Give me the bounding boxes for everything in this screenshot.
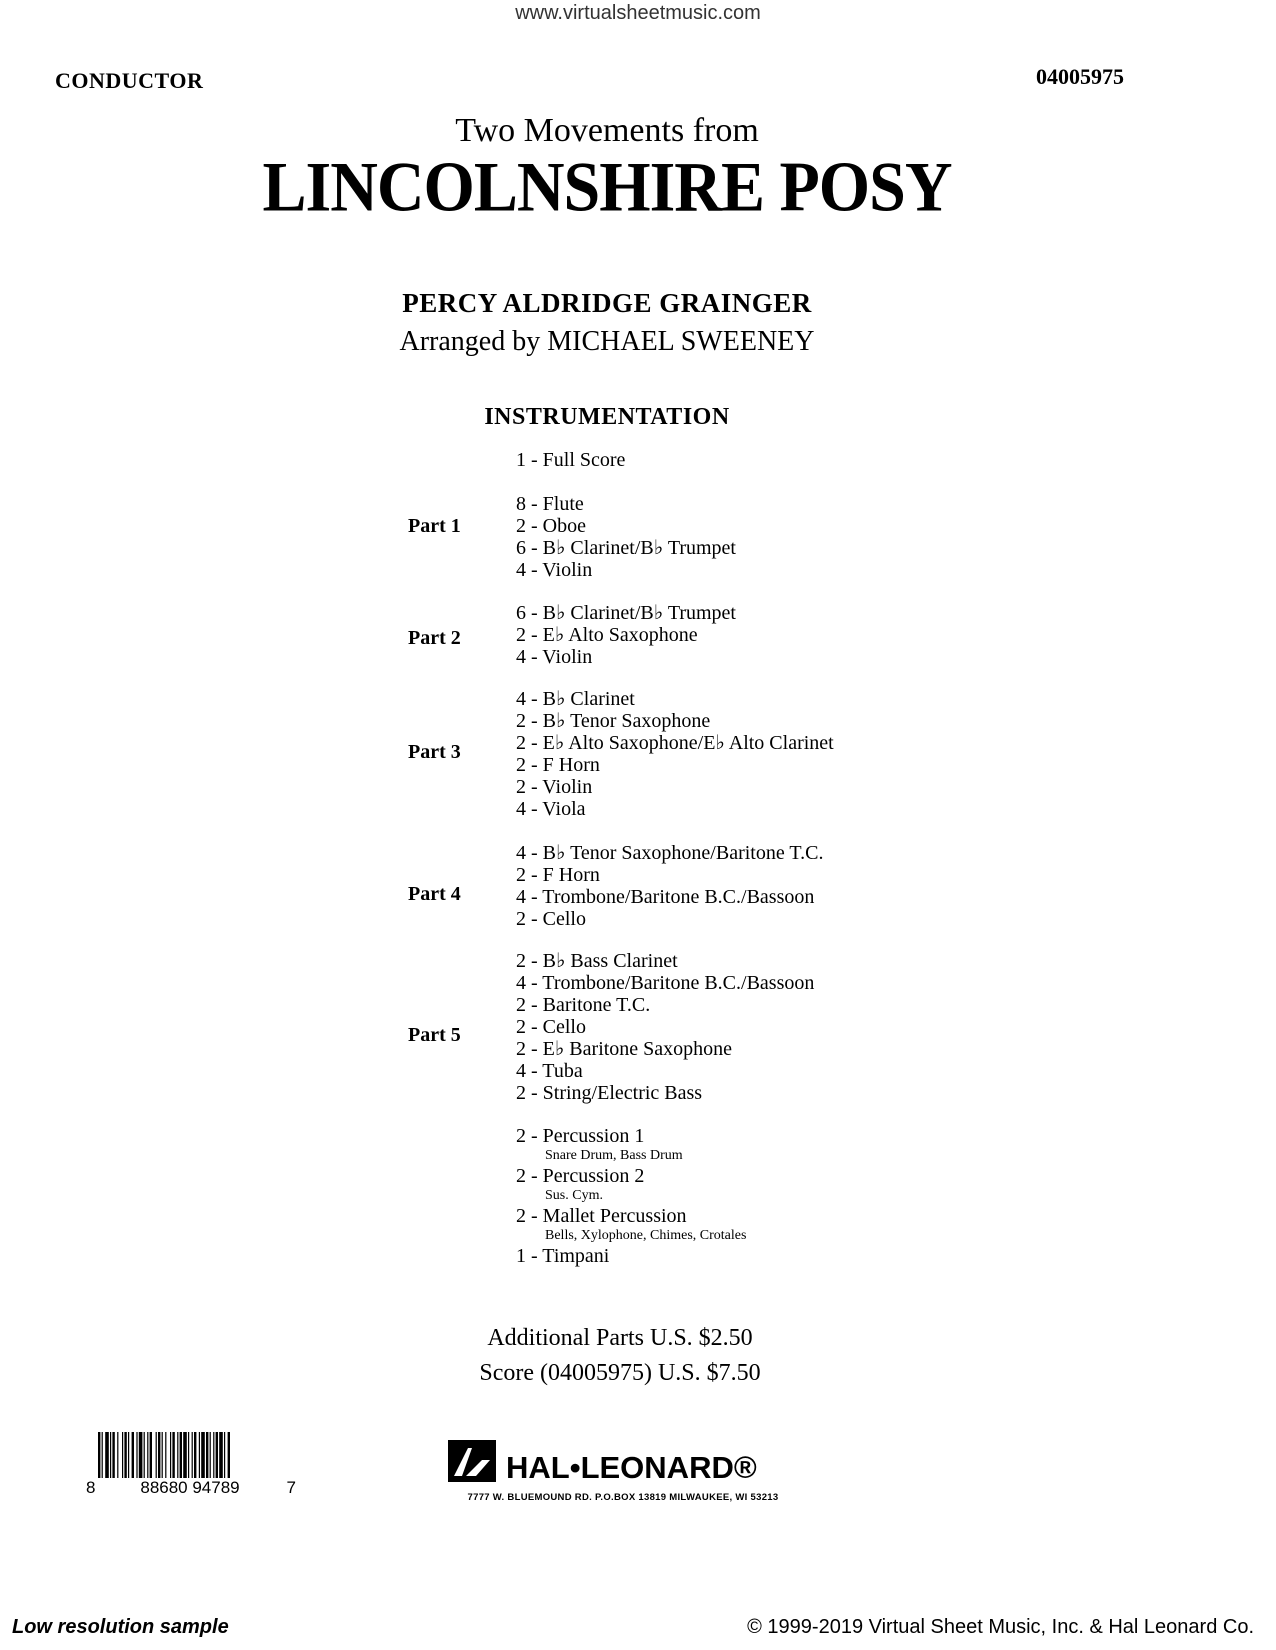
list-item: 2 - B♭ Bass Clarinet [516,950,678,972]
list-item: 2 - String/Electric Bass [516,1082,703,1104]
part-3-label: Part 3 [408,741,461,763]
part-2-list [516,602,736,668]
site-url: www.virtualsheetmusic.com [515,2,761,24]
part-4-list [516,842,823,930]
list-item: 2 - Mallet Percussion [516,1205,687,1227]
barcode-right-digit: 7 [286,1478,296,1497]
list-item: 2 - Cello [516,908,586,930]
barcode-digits [86,1478,296,1498]
list-item: 2 - F Horn [516,864,600,886]
part-1-list [516,493,736,581]
list-item: 2 - Percussion 1 [516,1125,645,1147]
main-title: LINCOLNSHIRE POSY [262,148,952,227]
list-item: 2 - F Horn [516,754,600,776]
barcode-middle-digits: 88680 94789 [95,1478,286,1498]
list-item-note: Sus. Cym. [545,1188,603,1203]
percussion-list [516,1125,746,1267]
list-item: 8 - Flute [516,493,584,515]
list-item: 1 - Full Score [516,449,626,471]
barcode-left-digit: 8 [86,1478,96,1497]
part-2-label: Part 2 [408,627,461,649]
arranger-credit: Arranged by MICHAEL SWEENEY [399,326,815,357]
list-item: 4 - B♭ Tenor Saxophone/Baritone T.C. [516,842,824,864]
list-item: 2 - B♭ Tenor Saxophone [516,710,711,732]
conductor-label: CONDUCTOR [55,68,204,93]
list-item: 2 - Cello [516,1016,586,1038]
list-item: 2 - Percussion 2 [516,1165,645,1187]
list-item: 4 - Trombone/Baritone B.C./Bassoon [516,886,815,908]
instrumentation-heading: INSTRUMENTATION [484,404,730,430]
part-5-label: Part 5 [408,1024,461,1046]
list-item: 6 - B♭ Clarinet/B♭ Trumpet [516,602,736,624]
additional-parts-price: Additional Parts U.S. $2.50 [487,1325,753,1351]
publisher-address: 7777 W. BLUEMOUND RD. P.O.BOX 13819 MILWAUKEE, WI 53213 [467,1492,779,1503]
title-subtitle: Two Movements from [455,112,759,149]
list-item: 1 - Timpani [516,1245,610,1267]
list-item: 4 - Violin [516,559,593,581]
list-item: 4 - Viola [516,798,586,820]
hal-leonard-logo [448,1440,798,1488]
part-1-label: Part 1 [408,515,461,537]
list-item-note: Bells, Xylophone, Chimes, Crotales [545,1228,747,1243]
copyright-notice: © 1999-2019 Virtual Sheet Music, Inc. & Hal Leonard Co. [747,1616,1254,1638]
part-4-label: Part 4 [408,883,461,905]
list-item: 4 - B♭ Clarinet [516,688,635,710]
list-item: 2 - Violin [516,776,593,798]
list-item: 4 - Violin [516,646,593,668]
list-item: 2 - E♭ Alto Saxophone/E♭ Alto Clarinet [516,732,834,754]
publisher-name: HAL•LEONARD® [506,1450,757,1485]
list-item: 2 - E♭ Alto Saxophone [516,624,698,646]
full-score-list [516,449,625,471]
list-item: 2 - Oboe [516,515,586,537]
low-resolution-notice: Low resolution sample [12,1616,229,1638]
list-item-note: Snare Drum, Bass Drum [545,1148,683,1163]
list-item: 2 - E♭ Baritone Saxophone [516,1038,733,1060]
list-item: 2 - Baritone T.C. [516,994,651,1016]
part-3-list [516,688,834,820]
list-item: 4 - Trombone/Baritone B.C./Bassoon [516,972,815,994]
catalog-number: 04005975 [1036,64,1124,89]
list-item: 6 - B♭ Clarinet/B♭ Trumpet [516,537,736,559]
score-price: Score (04005975) U.S. $7.50 [479,1360,761,1386]
part-5-list [516,950,814,1104]
list-item: 4 - Tuba [516,1060,583,1082]
composer-name: PERCY ALDRIDGE GRAINGER [402,288,812,318]
